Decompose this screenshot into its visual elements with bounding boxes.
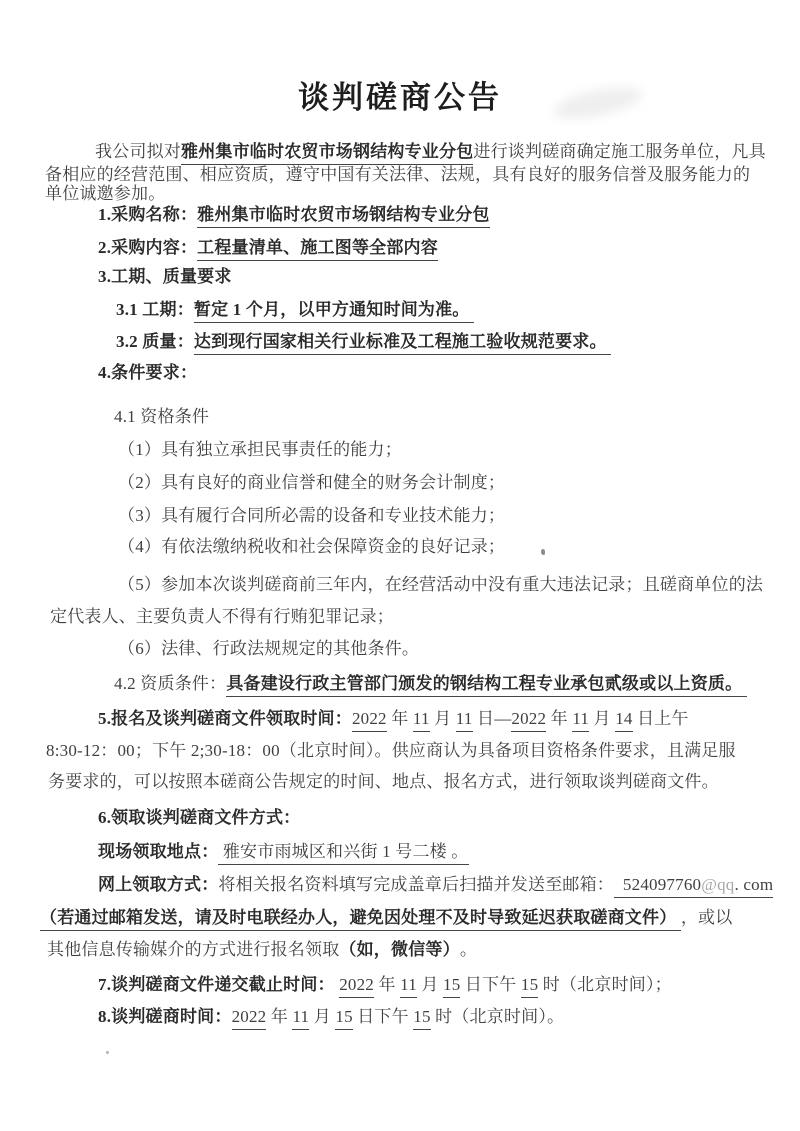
item-4-1-qualification: 4.1 资格条件 xyxy=(114,407,210,426)
scan-speck-artifact xyxy=(541,549,545,555)
item-5-document-pickup-time-line-2: 8:30-12：00；下午 2;30-18：00（北京时间）。供应商认为具备项目资格条件要求，且满足服 xyxy=(46,741,736,760)
online-pickup-method-line-3: 其他信息传输媒介的方式进行报名领取（如，微信等）。 xyxy=(47,940,478,959)
item-3-2-quality: 3.2 质量：达到现行国家相关行业标准及工程施工验收规范要求。 xyxy=(116,331,611,355)
qualification-4: （4）有依法缴纳税收和社会保障资金的良好记录； xyxy=(118,537,506,556)
item-8-negotiation-time: 8.谈判磋商时间：2022 年 11 月 15 日下午 15 时（北京时间）。 xyxy=(98,1006,564,1030)
item-4-conditions: 4.条件要求： xyxy=(98,363,198,382)
item-4-2-credential: 4.2 资质条件：具备建设行政主管部门颁发的钢结构工程专业承包贰级或以上资质。 xyxy=(114,673,747,697)
qualification-5-line-1: （5）参加本次谈判磋商前三年内，在经营活动中没有重大违法记录；且磋商单位的法 xyxy=(118,575,764,594)
qualification-3: （3）具有履行合同所必需的设备和专业技术能力； xyxy=(118,506,506,525)
item-5-document-pickup-time-line-1: 5.报名及谈判磋商文件领取时间：2022 年 11 月 11 日—2022 年 11 月 14 日上午 xyxy=(98,708,689,732)
scan-speck-artifact xyxy=(106,1051,109,1054)
item-2-procurement-content: 2.采购内容：工程量清单、施工图等全部内容 xyxy=(98,237,438,261)
item-6-pickup-method: 6.领取谈判磋商文件方式： xyxy=(98,808,301,827)
online-pickup-method-line-2: （若通过邮箱发送，请及时电联经办人，避免因处理不及时导致延迟获取磋商文件） ，或以 xyxy=(40,907,732,931)
onsite-pickup-address: 现场领取地点： 雅安市雨城区和兴街 1 号二楼 。 xyxy=(98,841,469,865)
intro-line-3: 单位诚邀参加。 xyxy=(45,184,166,203)
page-title: 谈判磋商公告 xyxy=(298,80,502,115)
item-5-document-pickup-time-line-3: 务要求的，可以按照本磋商公告规定的时间、地点、报名方式，进行领取谈判磋商文件。 xyxy=(48,772,719,791)
item-1-procurement-name: 1.采购名称：雅州集市临时农贸市场钢结构专业分包 xyxy=(98,204,490,228)
intro-line-1: 我公司拟对雅州集市临时农贸市场钢结构专业分包进行谈判磋商确定施工服务单位，凡具 xyxy=(95,141,766,165)
item-3-schedule-quality: 3.工期、质量要求 xyxy=(98,267,232,286)
qualification-6: （6）法律、行政法规规定的其他条件。 xyxy=(118,639,420,658)
intro-line-2: 备相应的经营范围、相应资质，遵守中国有关法律、法规，具有良好的服务信誉及服务能力的 xyxy=(45,165,751,184)
qualification-5-line-2: 定代表人、主要负责人不得有行贿犯罪记录； xyxy=(50,607,394,626)
qualification-2: （2）具有良好的商业信誉和健全的财务会计制度； xyxy=(118,473,506,492)
online-pickup-method-line-1: 网上领取方式：将相关报名资料填写完成盖章后扫描并发送至邮箱： 524097760@qq. com xyxy=(98,874,773,898)
item-7-submission-deadline: 7.谈判磋商文件递交截止时间： 2022 年 11 月 15 日下午 15 时（北京时间）； xyxy=(98,974,672,998)
item-3-1-schedule: 3.1 工期：暂定 1 个月，以甲方通知时间为准。 xyxy=(116,299,474,323)
qualification-1: （1）具有独立承担民事责任的能力； xyxy=(118,440,402,459)
